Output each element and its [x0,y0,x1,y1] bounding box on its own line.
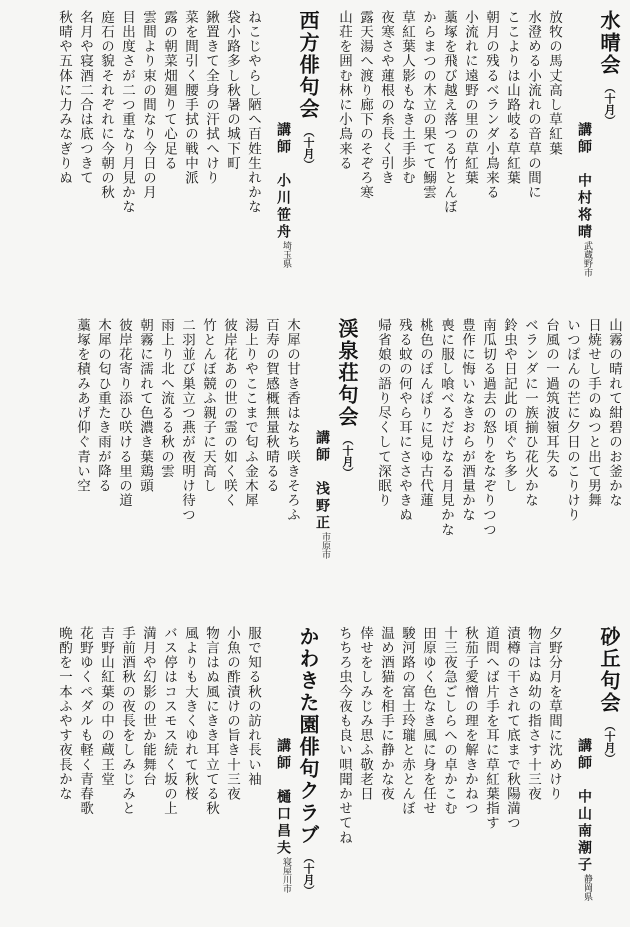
haiku-entry [197,318,218,618]
haiku-entry [417,626,438,922]
haiku-entry [603,318,624,618]
haiku-entry [74,626,95,922]
section-sec2 [53,10,323,310]
haiku-entry [92,318,113,618]
haiku-entry [480,10,501,310]
group-month: （十月） [603,720,616,764]
lecturer-name: 浅野正 [314,481,330,532]
haiku-text: 藁塚を積みあげ仰ぐ青い空 [74,318,90,494]
lecturer-label: 講師 [275,738,291,772]
haiku-text: 百寿の賀感概無量秋晴るる [263,318,279,494]
haiku-text: 露の朝菜畑廻りて心足る [161,10,177,171]
haiku-entry [456,318,477,618]
lecturer-spacer [314,464,330,481]
lecturer-name: 樋口昌夫 [275,789,291,857]
haiku-entry [200,10,221,310]
haiku-entry [480,626,501,922]
lecturer-label: 講師 [576,738,592,772]
section-sec1 [372,318,624,618]
haiku-text: 帰省娘の語り尽くして深眠り [375,318,391,508]
haiku-text: 風よりも大きくゆれて秋桜 [182,626,198,802]
section-gap [323,10,333,310]
haiku-text: バス停はコスモス続く坂の上 [161,626,177,816]
haiku-entry [501,626,522,922]
haiku-text: 桃色のぽんぽりに見ゆ古代蓮 [417,318,433,508]
haiku-entry [179,626,200,922]
haiku-entry [53,10,74,310]
haiku-text: 藁塚を飛び越え落つる竹とんぼ [441,10,457,215]
haiku-text: 晩酌を一本ふやす夜長かな [56,626,72,802]
haiku-entry [116,626,137,922]
haiku-text: 朝月の残るベランダ小鳥来る [483,10,499,200]
haiku-text: 南瓜切る過去の怒りをなぞりつつ [480,318,496,537]
lecturer-label: 講師 [275,122,291,156]
haiku-text: 目出度さが二つ重なり月見かな [119,10,135,215]
haiku-text: 豊作に悔いなきおらが酒量かな [459,318,475,523]
lecturer-city: 武蔵野市 [582,241,592,277]
lecturer-label: 講師 [576,122,592,156]
haiku-text: 木犀の匂ひ重たき雨が降る [95,318,111,494]
haiku-entry [221,626,242,922]
haiku-text: 服で知る秋の訪れ長い袖 [245,626,261,787]
haiku-text: いつぽんの芒に夕日のこりけり [564,318,580,523]
lecturer-column [564,10,594,310]
haiku-text: 菜を間引く腰手拭の戦中派 [182,10,198,186]
lecturer-city: 市原市 [320,532,330,559]
haiku-entry [260,318,281,618]
haiku-entry [375,626,396,922]
haiku-text: 雲間より束の間なり今日の月 [140,10,156,200]
haiku-entry [396,626,417,922]
haiku-entry [137,626,158,922]
haiku-entry [221,10,242,310]
haiku-entry [333,626,354,922]
section-sec1 [333,10,624,310]
haiku-entry [95,10,116,310]
haiku-entry [95,626,116,922]
haiku-text: 袋小路多し秋暑の城下町 [224,10,240,171]
section-gap [362,318,372,618]
haiku-entry [155,318,176,618]
haiku-text: 山霧の晴れて紺碧のお釜かな [606,318,622,508]
haiku-entry [540,318,561,618]
haiku-text: 駿河路の富士玲瓏と赤とんぼ [399,626,415,816]
haiku-entry [459,10,480,310]
haiku-entry [561,318,582,618]
haiku-entry [116,10,137,310]
haiku-text: 彼岸花あの世の霊の如く咲く [221,318,237,508]
haiku-text: 木犀の甘き香はなち咲きそろふ [284,318,300,523]
group-title-column [594,10,624,310]
haiku-text: 花野ゆくペダルも軽く青春歌 [77,626,93,816]
haiku-text: 放牧の馬丈高し草紅葉 [546,10,562,156]
lecturer-column [302,318,332,618]
group-title: 水晴会 [597,10,621,76]
lecturer-spacer [576,156,592,173]
haiku-text: 日焼せし手のぬつと出て男舞 [585,318,601,508]
group-month: （十月） [341,434,354,478]
haiku-text: 山荘を囲む林に小鳥来る [336,10,352,171]
lecturer-city: 静岡県 [582,874,592,901]
haiku-text: 鍬置きて全身の汗拭へけり [203,10,219,186]
haiku-text: 喪に服し喰べるだけなる月見かな [438,318,454,537]
haiku-text: 庭石の貌それぞれに今朝の秋 [98,10,114,200]
lecturer-column [564,626,594,922]
haiku-text: 物言はぬ幼の指さす十三夜 [525,626,541,802]
haiku-text: 鈴虫や日記此の頃ぐち多し [501,318,517,494]
haiku-entry [372,318,393,618]
lecturer-spacer [275,772,291,789]
haiku-entry [134,318,155,618]
section-sec2 [53,626,323,922]
lecturer-city: 寝屋川市 [281,857,291,893]
band-middle [6,318,624,618]
haiku-entry [354,626,375,922]
haiku-text: 台風の一過筑波嶺耳失る [543,318,559,479]
haiku-entry [417,10,438,310]
haiku-entry [281,318,302,618]
haiku-text: 水澄める小流れの音草の間に [525,10,541,200]
group-title: 渓泉荘句会 [335,318,359,428]
band-top [6,10,624,310]
haiku-entry [501,10,522,310]
haiku-text: 夕野分月を草間に沈めけり [546,626,562,802]
group-title-column [594,626,624,922]
haiku-entry [179,10,200,310]
group-month: （十月） [603,82,616,126]
haiku-text: 秋茄子愛憎の理を解きかねつ [462,626,478,816]
group-month: （十月） [302,852,315,896]
haiku-text: 倖せをしみじみ思ふ敬老日 [357,626,373,802]
haiku-entry [435,318,456,618]
lecturer-name: 小川笹舟 [275,173,291,241]
haiku-entry [53,626,74,922]
haiku-text: 朝霧に濡れて色濃き葉鶏頭 [137,318,153,494]
haiku-entry [543,10,564,310]
haiku-text: 田原ゆく色なき風に身を任せ [420,626,436,816]
haiku-entry [71,318,92,618]
haiku-entry [158,10,179,310]
haiku-entry [158,626,179,922]
lecturer-spacer [576,772,592,789]
haiku-entry [543,626,564,922]
haiku-entry [137,10,158,310]
section-sec2 [71,318,362,618]
haiku-text: 手前酒秋の夜長をしみじみと [119,626,135,816]
haiku-text: 竹とんぼ競ふ親子に天高し [200,318,216,494]
haiku-entry [375,10,396,310]
haiku-entry [459,626,480,922]
haiku-entry [438,626,459,922]
haiku-text: 秋晴や五体に力みなぎりぬ [56,10,72,186]
haiku-text: 小魚の酢漬けの旨き十三夜 [224,626,240,802]
section-gap [323,626,333,922]
haiku-text: 道問へば片手を耳に草紅葉指す [483,626,499,831]
haiku-text: 夜寒さや蓮根の糸長く引き [378,10,394,186]
lecturer-name: 中山南潮子 [576,789,592,874]
haiku-text: 漬樽の干されて底まで秋陽満つ [504,626,520,831]
haiku-entry [74,10,95,310]
haiku-text: ちちろ虫今夜も良い唄聞かせてね [336,626,352,845]
haiku-entry [333,10,354,310]
lecturer-column [263,10,293,310]
haiku-text: 彼岸花寄り添ひ咲ける里の道 [116,318,132,508]
haiku-entry [354,10,375,310]
haiku-text: 十三夜急ごしらへの卓かこむ [441,626,457,816]
group-title-column [293,626,323,922]
haiku-entry [396,10,417,310]
lecturer-name: 中村将晴 [576,173,592,241]
haiku-text: 温め酒猫を相手に静かな夜 [378,626,394,802]
lecturer-spacer [275,156,291,173]
haiku-entry [522,10,543,310]
lecturer-label: 講師 [314,430,330,464]
haiku-entry [218,318,239,618]
haiku-text: ベランダに一族揃ひ花火かな [522,318,538,508]
haiku-text: 満月や幻影の世か能舞台 [140,626,156,787]
haiku-text: 二羽並び巣立つ燕が夜明け待つ [179,318,195,523]
haiku-text: からまつの木立の果てて鰯雲 [420,10,436,200]
lecturer-city: 埼玉県 [281,241,291,268]
haiku-text: 物言はぬ風にきき耳立てる秋 [203,626,219,816]
haiku-entry [522,626,543,922]
haiku-entry [176,318,197,618]
group-title: かわきた園俳句クラブ [296,626,320,846]
haiku-text: 雨上り北へ流るる秋の雲 [158,318,174,479]
group-month: （十月） [302,126,315,170]
haiku-text: 吉野山紅葉の中の蔵王堂 [98,626,114,787]
haiku-text: 湯上りやここまで匂ふ金木犀 [242,318,258,508]
group-title: 西方俳句会 [296,10,320,120]
band-bottom [6,626,624,922]
haiku-entry [113,318,134,618]
haiku-entry [242,626,263,922]
haiku-entry [477,318,498,618]
haiku-text: 草紅葉人影もなき土手歩む [399,10,415,186]
haiku-entry [414,318,435,618]
lecturer-column [263,626,293,922]
haiku-entry [200,626,221,922]
haiku-text: 名月や寝酒二合は底つきて [77,10,93,186]
haiku-text: 露天湯へ渡り廊下のそぞろ寒 [357,10,373,200]
section-sec1 [333,626,624,922]
group-title-column [293,10,323,310]
haiku-entry [519,318,540,618]
haiku-entry [438,10,459,310]
group-title: 砂丘句会 [597,626,621,714]
haiku-entry [393,318,414,618]
haiku-text: ねこじやらし陋へ百姓生れかな [245,10,261,215]
group-title-column [332,318,362,618]
haiku-text: 小流れに遠野の里の草紅葉 [462,10,478,186]
haiku-entry [242,10,263,310]
haiku-entry [239,318,260,618]
haiku-entry [498,318,519,618]
haiku-entry [582,318,603,618]
haiku-text: 残る蚊の何やら耳にささやきぬ [396,318,412,523]
haiku-text: ここよりは山路岐る草紅葉 [504,10,520,186]
